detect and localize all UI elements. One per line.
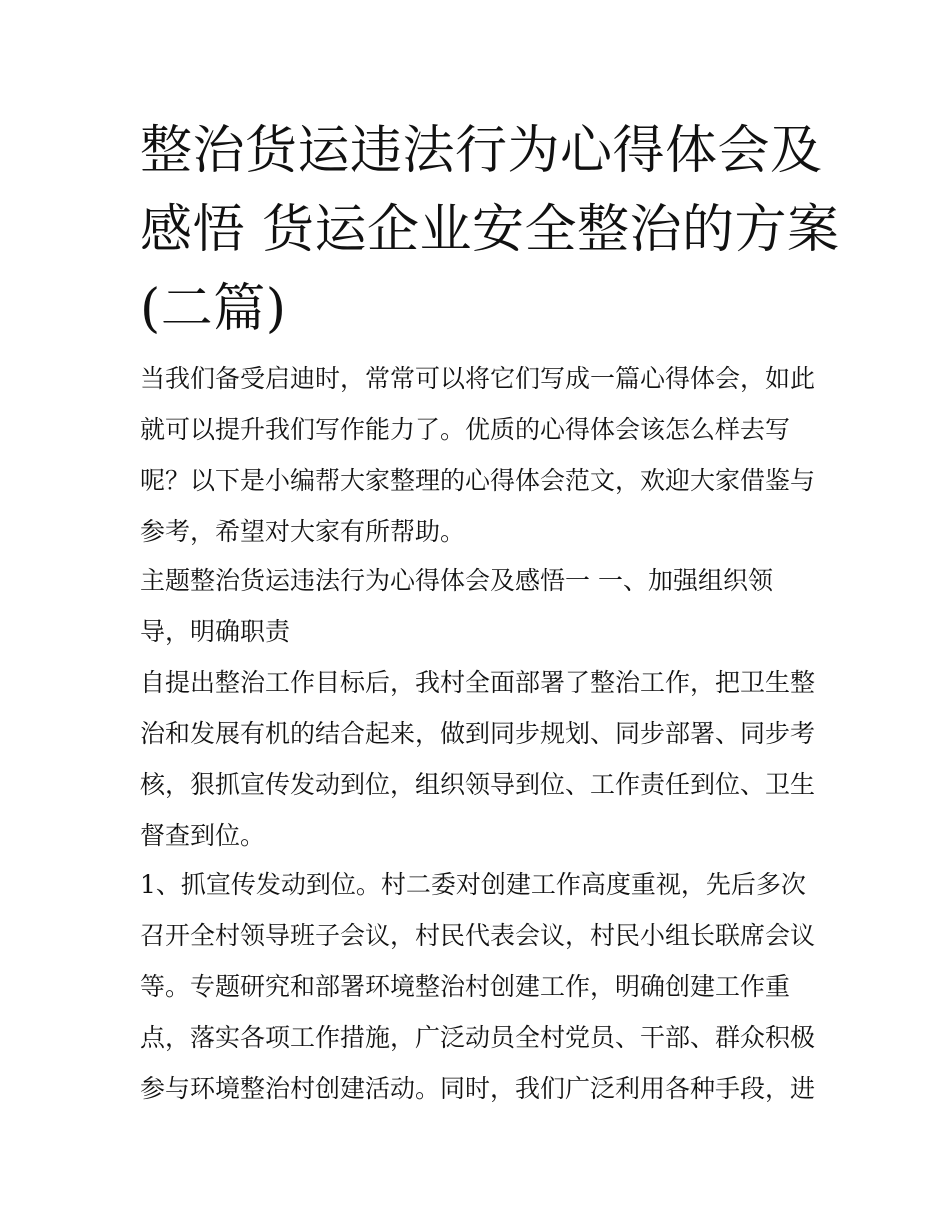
text-line: 等。专题研究和部署环境整治村创建工作，明确创建工作重 [140, 972, 791, 1001]
paragraph-item-1 [140, 859, 830, 1114]
text-line: 主题整治货运违法行为心得体会及感悟一 一、加强组织领 [140, 566, 773, 595]
title-line: 整治货运违法行为心得体会及 [140, 121, 823, 181]
text-line: 核，狠抓宣传发动到位，组织领导到位、工作责任到位、卫生 [140, 770, 816, 799]
text-line: 治和发展有机的结合起来，做到同步规划、同步部署、同步考 [140, 719, 816, 748]
text-line: 呢？以下是小编帮大家整理的心得体会范文，欢迎大家借鉴与 [140, 466, 816, 495]
paragraph-intro [140, 353, 830, 557]
text-line: 自提出整治工作目标后，我村全面部署了整治工作，把卫生整 [140, 668, 816, 697]
paragraph-body [140, 657, 830, 861]
text-line: 点，落实各项工作措施，广泛动员全村党员、干部、群众积极 [140, 1023, 816, 1052]
text-line: 参与环境整治村创建活动。同时，我们广泛利用各种手段，进 [140, 1074, 816, 1103]
paragraph-section-heading [140, 555, 830, 657]
title-line: (二篇) [140, 279, 287, 339]
text-line: 就可以提升我们写作能力了。优质的心得体会该怎么样去写 [140, 415, 791, 444]
text-line: 督查到位。 [140, 821, 266, 850]
title-line: 感悟 货运企业安全整治的方案 [140, 200, 840, 260]
document-title [140, 112, 840, 349]
text-line: 当我们备受启迪时，常常可以将它们写成一篇心得体会，如此 [140, 364, 816, 393]
text-line: 参考，希望对大家有所帮助。 [140, 517, 466, 546]
text-line: 1、抓宣传发动到位。村二委对创建工作高度重视，先后多次 [140, 870, 806, 899]
text-line: 召开全村领导班子会议，村民代表会议，村民小组长联席会议 [140, 921, 816, 950]
text-line: 导，明确职责 [140, 617, 291, 646]
